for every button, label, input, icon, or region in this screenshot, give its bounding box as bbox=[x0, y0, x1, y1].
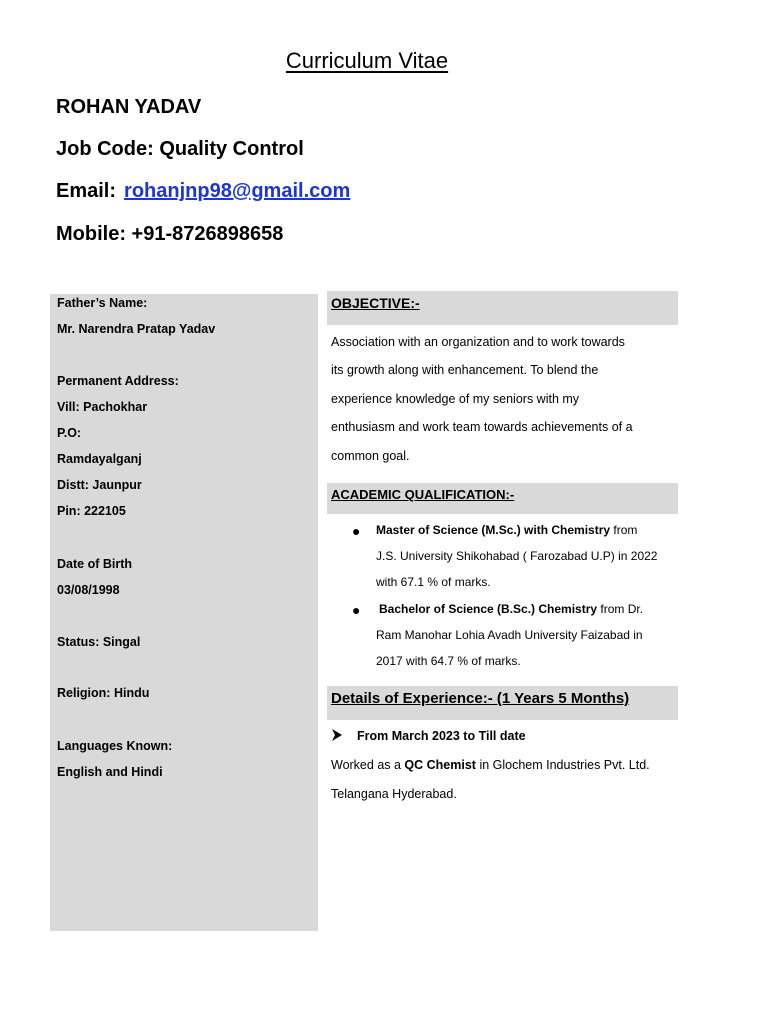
qualification-from: from Dr. bbox=[597, 602, 644, 616]
address-line: Ramdayalganj bbox=[57, 452, 142, 466]
objective-heading-bar bbox=[327, 291, 678, 325]
bullet-icon: ● bbox=[352, 602, 361, 618]
address-label: Permanent Address: bbox=[57, 374, 179, 388]
qualification-line: 2017 with 64.7 % of marks. bbox=[376, 654, 521, 668]
address-line: P.O: bbox=[57, 426, 82, 440]
qualification-from: from bbox=[610, 523, 638, 537]
email-link[interactable]: rohanjnp98@gmail.com bbox=[124, 180, 351, 202]
job-code: Job Code: Quality Control bbox=[56, 138, 304, 160]
experience-role: QC Chemist bbox=[404, 758, 476, 772]
experience-heading: Details of Experience:- (1 Years 5 Months) bbox=[331, 690, 630, 707]
mobile-number: Mobile: +91-8726898658 bbox=[56, 223, 284, 245]
address-line: Vill: Pachokhar bbox=[57, 400, 148, 414]
experience-location: Telangana Hyderabad. bbox=[331, 787, 457, 801]
fathers-name: Mr. Narendra Pratap Yadav bbox=[57, 322, 216, 336]
qualification-degree: Master of Science (M.Sc.) with Chemistry bbox=[376, 523, 611, 537]
objective-line: Association with an organization and to work towards bbox=[331, 335, 625, 349]
document-title: Curriculum Vitae bbox=[285, 48, 449, 73]
personal-details-panel bbox=[50, 294, 318, 931]
academic-heading-bar bbox=[327, 483, 678, 514]
qualification-line: J.S. University Shikohabad ( Farozabad U.P) in 2022 bbox=[376, 549, 658, 563]
languages-label: Languages Known: bbox=[57, 739, 173, 753]
bullet-icon: ● bbox=[352, 523, 361, 539]
qualification-line bbox=[376, 523, 637, 537]
experience-company: in Glochem Industries Pvt. Ltd. bbox=[475, 758, 650, 772]
dob-value: 03/08/1998 bbox=[57, 583, 120, 597]
experience-text: Worked as a bbox=[331, 758, 405, 772]
religion: Religion: Hindu bbox=[57, 686, 150, 700]
academic-heading: ACADEMIC QUALIFICATION:- bbox=[331, 487, 515, 502]
experience-period: From March 2023 to Till date bbox=[357, 729, 526, 743]
objective-line: its growth along with enhancement. To blend the bbox=[331, 363, 599, 377]
arrow-bullet-icon bbox=[331, 728, 343, 742]
objective-heading: OBJECTIVE:- bbox=[331, 295, 420, 311]
address-line: Pin: 222105 bbox=[57, 504, 126, 518]
email-row bbox=[56, 180, 350, 203]
candidate-name: ROHAN YADAV bbox=[56, 96, 202, 118]
qualification-line bbox=[379, 602, 643, 616]
address-line: Distt: Jaunpur bbox=[57, 478, 142, 492]
dob-label: Date of Birth bbox=[57, 557, 132, 571]
qualification-degree: Bachelor of Science (B.Sc.) Chemistry bbox=[379, 602, 598, 616]
email-label: Email: bbox=[56, 180, 117, 202]
qualification-line: Ram Manohar Lohia Avadh University Faizabad in bbox=[376, 628, 643, 642]
languages-value: English and Hindi bbox=[57, 765, 163, 779]
fathers-name-label: Father’s Name: bbox=[57, 296, 148, 310]
objective-line: experience knowledge of my seniors with my bbox=[331, 392, 580, 406]
objective-line: common goal. bbox=[331, 449, 410, 463]
qualification-line: with 67.1 % of marks. bbox=[376, 575, 491, 589]
marital-status: Status: Singal bbox=[57, 635, 141, 649]
experience-heading-bar bbox=[327, 686, 678, 720]
experience-line bbox=[331, 758, 650, 772]
objective-line: enthusiasm and work team towards achievements of a bbox=[331, 420, 633, 434]
